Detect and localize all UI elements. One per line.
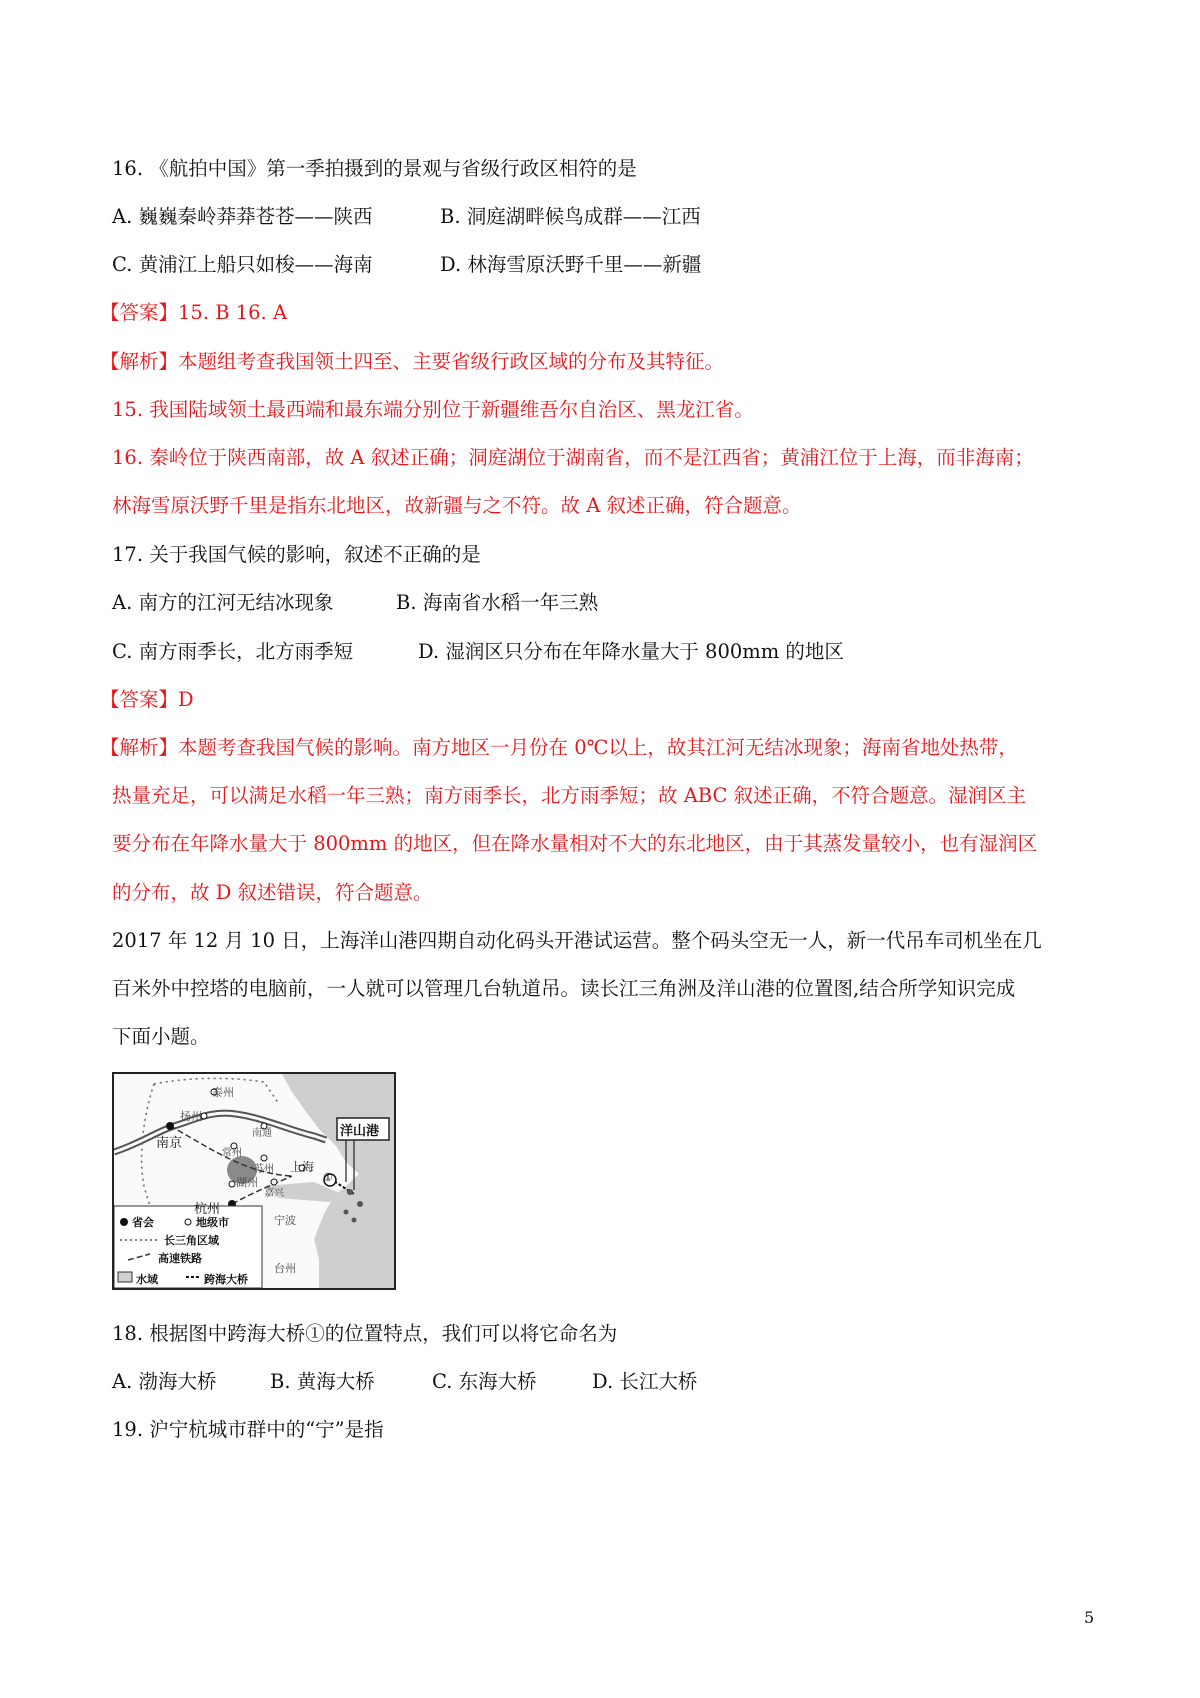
city-label-changzhou: 常州 [222, 1148, 242, 1159]
q17-analysis-line3: 要分布在年降水量大于 800mm 的地区，但在降水量相对不大的东北地区，由于其蒸发量较小，也有湿润区 [112, 832, 1038, 855]
q16-option-c: C. 黄浦江上船只如梭——海南 [112, 253, 373, 276]
city-label-suzhou: 苏州 [254, 1164, 274, 1175]
legend-capital-symbol [120, 1218, 128, 1226]
q17-option-b: B. 海南省水稻一年三熟 [396, 591, 599, 614]
bridge-marker-label: ① [323, 1171, 333, 1184]
nanjing-capital-dot [166, 1122, 174, 1130]
q16-option-a: A. 巍巍秦岭莽莽苍苍——陕西 [112, 205, 373, 228]
yangtze-delta-map [112, 1072, 396, 1290]
city-label-hangzhou: 杭州 [194, 1202, 221, 1217]
city-label-ningbo: 宁波 [274, 1214, 296, 1227]
q17-option-d: D. 湿润区只分布在年降水量大于 800mm 的地区 [418, 640, 844, 663]
q16-stem: 16. 《航拍中国》第一季拍摄到的景观与省级行政区相符的是 [112, 157, 637, 180]
passage-line3: 下面小题。 [112, 1025, 210, 1048]
q18-stem: 18. 根据图中跨海大桥①的位置特点，我们可以将它命名为 [112, 1322, 618, 1345]
q17-option-a: A. 南方的江河无结冰现象 [112, 591, 334, 614]
city-label-nanjing: 南京 [156, 1136, 183, 1151]
legend-prefecture-symbol [185, 1219, 191, 1225]
east-sea-area [282, 1074, 394, 1288]
city-label-jiaxing: 嘉兴 [264, 1188, 284, 1199]
q16-option-d: D. 林海雪原沃野千里——新疆 [440, 253, 702, 276]
passage-line2: 百米外中控塔的电脑前，一人就可以管理几台轨道吊。读长江三角洲及洋山港的位置图,结合所学知识完成 [112, 977, 1016, 1000]
passage-line1: 2017 年 12 月 10 日，上海洋山港四期自动化码头开港试运营。整个码头空无一人，新一代吊车司机坐在几 [112, 929, 1042, 952]
explain-16-line2: 林海雪原沃野千里是指东北地区，故新疆与之不符。故 A 叙述正确，符合题意。 [112, 494, 802, 517]
q18-option-d: D. 长江大桥 [592, 1370, 698, 1393]
city-label-yangzhou: 扬州 [180, 1110, 202, 1123]
city-label-huzhou: 湖州 [236, 1176, 258, 1189]
legend-capital-label: 省会 [132, 1216, 154, 1229]
q17-analysis-line4: 的分布，故 D 叙述错误，符合题意。 [112, 881, 433, 904]
explain-16-line1: 16. 秦岭位于陕西南部，故 A 叙述正确；洞庭湖位于湖南省，而不是江西省；黄浦江位于上海，而非海南； [112, 446, 1034, 469]
legend-railway-label: 高速铁路 [158, 1252, 202, 1265]
city-label-taizhou-zj: 台州 [274, 1262, 296, 1275]
answer-15-16: 【答案】15. B 16. A [100, 301, 288, 324]
q17-analysis-line1: 【解析】本题考查我国气候的影响。南方地区一月份在 0℃以上，故其江河无结冰现象；海南省地处热带， [100, 736, 1018, 759]
explain-15: 15. 我国陆域领土最西端和最东端分别位于新疆维吾尔自治区、黑龙江省。 [112, 398, 754, 421]
analysis-15-16: 【解析】本题组考查我国领土四至、主要省级行政区域的分布及其特征。 [100, 350, 725, 373]
q19-stem: 19. 沪宁杭城市群中的“宁”是指 [112, 1418, 384, 1441]
legend-delta-label: 长三角区域 [164, 1234, 219, 1247]
q17-option-c: C. 南方雨季长，北方雨季短 [112, 640, 354, 663]
q18-option-a: A. 渤海大桥 [112, 1370, 217, 1393]
legend-water-symbol [118, 1272, 132, 1282]
q18-option-b: B. 黄海大桥 [270, 1370, 375, 1393]
q18-option-c: C. 东海大桥 [432, 1370, 537, 1393]
city-label-taizhou: 泰州 [212, 1086, 234, 1099]
q17-stem: 17. 关于我国气候的影响，叙述不正确的是 [112, 543, 481, 566]
q16-option-b: B. 洞庭湖畔候鸟成群——江西 [440, 205, 701, 228]
yangshan-port-label: 洋山港 [340, 1124, 380, 1139]
page-number: 5 [1084, 1608, 1095, 1627]
q17-answer: 【答案】D [100, 688, 194, 711]
city-label-nantong: 南通 [252, 1128, 272, 1139]
legend-water-label: 水域 [136, 1273, 158, 1286]
q17-analysis-line2: 热量充足，可以满足水稻一年三熟；南方雨季长，北方雨季短；故 ABC 叙述正确，不符合题意。湿润区主 [112, 784, 1027, 807]
legend-prefecture-label: 地级市 [196, 1216, 229, 1229]
city-label-shanghai: 上海 [290, 1160, 315, 1174]
legend-bridge-label: 跨海大桥 [204, 1273, 248, 1286]
